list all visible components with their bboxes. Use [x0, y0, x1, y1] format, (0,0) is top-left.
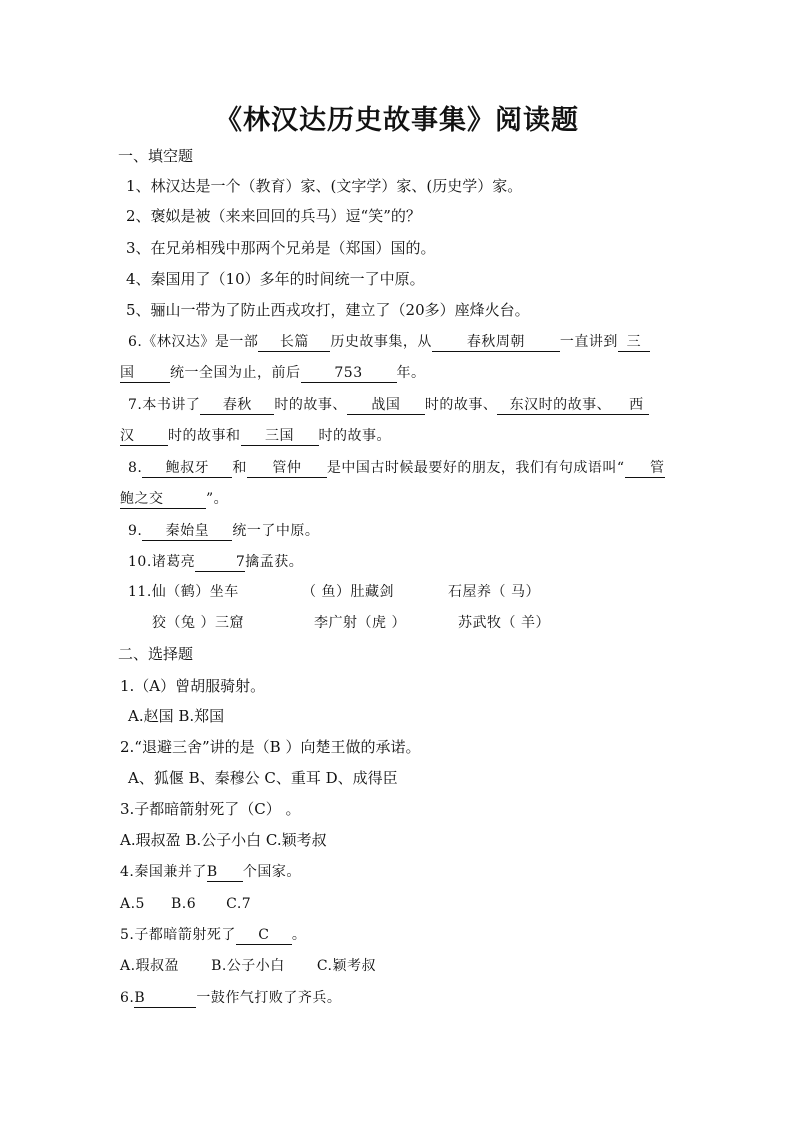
fill-question-2: 2、褒姒是被（来来回回的兵马）逗“笑”的？	[126, 207, 421, 225]
option-c: C.7	[226, 896, 252, 912]
question-text: 和	[232, 460, 247, 476]
answer-blank: 753	[301, 364, 397, 383]
answer-blank: 东汉时的故事、	[497, 396, 623, 415]
question-text: 一直讲到	[559, 334, 618, 350]
choice-options-2: A、狐偃 B、秦穆公 C、重耳 D、成得臣	[128, 769, 398, 787]
answer-blank: 西	[623, 396, 649, 415]
answer-blank: 三	[618, 333, 650, 352]
option-b: B.6	[170, 896, 197, 912]
question-text: 10.诸葛亮	[128, 554, 196, 570]
question-text: 7.本书讲了	[128, 397, 201, 413]
answer-blank: 国	[120, 364, 170, 383]
choice-question-6	[120, 988, 341, 1008]
fill-question-8	[128, 458, 665, 478]
choice-options-1: A.赵国 B.郑国	[128, 707, 225, 725]
choice-options-5	[120, 956, 376, 976]
answer-blank: 春秋	[200, 396, 274, 415]
idiom-item: （ 鱼）肚藏剑	[302, 584, 394, 600]
fill-question-7	[128, 395, 649, 415]
section-choice-heading: 二、选择题	[118, 645, 194, 663]
fill-question-4: 4、秦国用了（10）多年的时间统一了中原。	[126, 270, 425, 288]
fill-question-7-cont	[120, 426, 391, 446]
choice-question-4	[120, 862, 301, 882]
choice-options-3: A.瑕叔盈 B.公子小白 C.颖考叔	[120, 831, 327, 849]
option-a: A.瑕叔盈	[120, 958, 180, 974]
choice-question-2: 2.“退避三舍”讲的是（B ）向楚王做的承诺。	[120, 738, 421, 756]
fill-question-6-cont	[120, 363, 426, 383]
question-text: 9.	[128, 523, 143, 539]
answer-blank: C	[236, 926, 292, 945]
option-a: A.5	[120, 896, 145, 912]
question-text: 8.	[128, 460, 143, 476]
question-text: 一鼓作气打败了齐兵。	[196, 990, 342, 1006]
question-text: 5.子都暗箭射死了	[120, 927, 236, 943]
fill-question-6	[128, 332, 650, 352]
idiom-item: 李广射（虎 ）	[314, 615, 406, 631]
answer-blank: B	[207, 863, 243, 882]
option-c: C.颖考叔	[316, 958, 376, 974]
fill-question-3: 3、在兄弟相残中那两个兄弟是（郑国）国的。	[126, 239, 436, 257]
answer-blank: 春秋周朝	[432, 333, 560, 352]
fill-question-10	[128, 552, 303, 572]
question-text: 个国家。	[242, 864, 301, 880]
page-title: 《林汉达历史故事集》阅读题	[215, 105, 579, 136]
answer-blank: 管	[625, 459, 665, 478]
fill-question-5: 5、骊山一带为了防止西戎攻打，建立了（20多）座烽火台。	[126, 301, 530, 319]
question-text: 4.秦国兼并了	[120, 864, 207, 880]
answer-blank: 长篇	[258, 333, 330, 352]
idiom-item: 石屋养（ 马）	[448, 584, 540, 600]
answer-blank: 管仲	[247, 459, 327, 478]
question-text: ”。	[206, 491, 229, 507]
question-text: 擒孟获。	[245, 554, 304, 570]
answer-blank: 三国	[241, 427, 319, 446]
question-text: 。	[291, 927, 307, 943]
choice-question-1: 1.（A）曾胡服骑射。	[120, 677, 266, 695]
answer-blank: 战国	[347, 396, 425, 415]
answer-blank: 鲍叔牙	[142, 459, 232, 478]
question-text: 6.	[120, 990, 135, 1006]
idiom-item: 苏武牧（ 羊）	[458, 615, 550, 631]
answer-blank: 7	[195, 553, 245, 572]
fill-question-9	[128, 521, 319, 541]
idiom-item: 11.仙（鹤）坐车	[128, 584, 239, 600]
choice-question-5	[120, 925, 306, 945]
question-text: 时的故事和	[168, 428, 241, 444]
question-text: 时的故事、	[274, 397, 347, 413]
answer-blank: B	[134, 989, 196, 1008]
option-b: B.公子小白	[211, 958, 285, 974]
question-text: 6.《林汉达》是一部	[128, 334, 259, 350]
question-text: 时的故事、	[424, 397, 498, 413]
fill-question-1: 1、林汉达是一个（教育）家、(文字学）家、(历史学）家。	[126, 177, 523, 195]
answer-blank: 秦始皇	[142, 522, 232, 541]
choice-question-3: 3.子都暗箭射死了（C） 。	[120, 800, 301, 818]
answer-blank: 鲍之交	[120, 490, 206, 509]
question-text: 年。	[396, 365, 426, 381]
question-text: 是中国古时候最要好的朋友，我们有句成语叫“	[326, 460, 625, 476]
idiom-item: 狡（兔 ）三窟	[152, 615, 244, 631]
answer-blank: 汉	[120, 427, 168, 446]
fill-question-8-cont	[120, 489, 228, 509]
question-text: 历史故事集，从	[330, 334, 432, 350]
question-text: 统一了中原。	[232, 523, 320, 539]
section-fill-blank-heading: 一、填空题	[118, 147, 194, 165]
question-text: 时的故事。	[318, 428, 391, 444]
question-text: 统一全国为止，前后	[170, 365, 301, 381]
choice-options-4	[120, 894, 251, 914]
